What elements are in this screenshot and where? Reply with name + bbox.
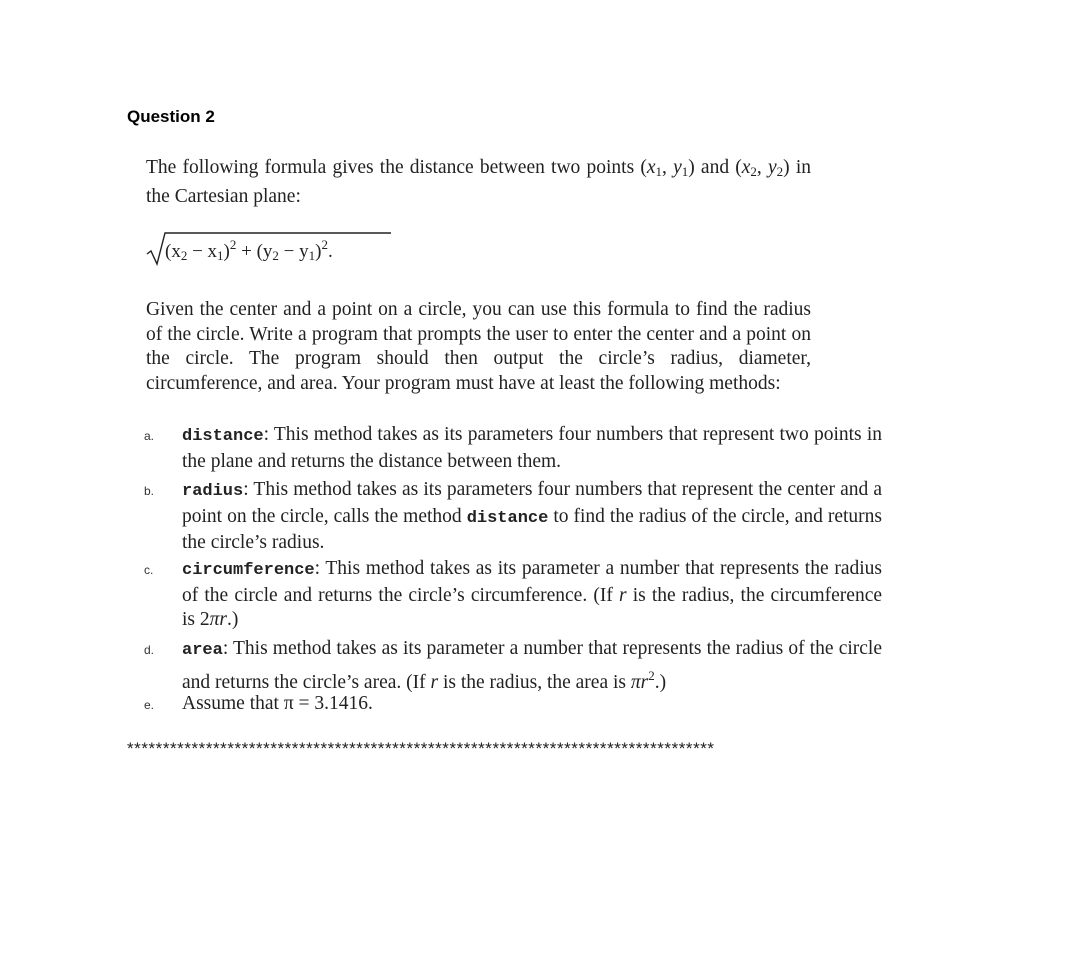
list-marker: a.	[144, 429, 155, 443]
method-description: to find the radius of the circle, and returns the circle’s radius.	[182, 505, 882, 554]
method-name: area	[182, 641, 223, 660]
method-description: : This method takes as its parameters four numbers that represent the center and a point on the circle, calls the method	[182, 479, 882, 527]
superscript: 2	[648, 667, 655, 683]
intro-text: ) and (	[688, 157, 742, 178]
var-r: r	[430, 671, 439, 693]
subscript: 1	[655, 164, 662, 179]
method-name: circumference	[182, 561, 315, 580]
pi-r: πr	[630, 671, 649, 693]
method-description: .)	[227, 609, 239, 631]
method-name: distance	[182, 427, 264, 446]
list-marker: c.	[144, 563, 154, 577]
pi-r: πr	[209, 609, 227, 631]
var-y: y	[673, 157, 682, 178]
var-x: x	[741, 157, 751, 178]
intro-paragraph	[146, 156, 811, 209]
method-description: is the radius, the area is	[438, 671, 631, 693]
var-y: y	[768, 157, 777, 178]
formula-text: (x	[165, 241, 181, 262]
separator-line: **********************************************************************************	[127, 739, 715, 758]
superscript: 2	[321, 237, 328, 252]
formula-text: + (y	[236, 241, 273, 262]
method-description: is the radius, the circumference is 2	[182, 584, 882, 631]
var-x: x	[646, 157, 656, 178]
formula-text: .	[327, 241, 333, 262]
subscript: 2	[776, 164, 784, 179]
subscript: 1	[217, 248, 224, 263]
assumption-text: Assume that π = 3.1416.	[182, 693, 373, 714]
formula-text: − x	[187, 241, 218, 262]
comma: ,	[662, 157, 674, 178]
subscript: 2	[750, 164, 757, 179]
method-description: : This method takes as its parameter a number that represents the radius of the circle and returns the circle’s circumference. (If	[182, 558, 882, 606]
inline-code: distance	[466, 508, 549, 528]
formula-text: )	[315, 241, 322, 262]
method-name: radius	[182, 482, 244, 501]
comma: ,	[756, 157, 768, 178]
question-heading: Question 2	[127, 107, 215, 126]
intro-text: The following formula gives the distance between two points (	[146, 157, 647, 178]
subscript: 1	[681, 164, 689, 179]
subscript: 2	[272, 248, 279, 263]
formula-text: )	[223, 241, 230, 262]
method-description: : This method takes as its parameter a number that represents the radius of the circle and returns the circle’s area. (If	[182, 638, 882, 693]
var-r: r	[618, 584, 627, 606]
subscript: 1	[308, 248, 316, 263]
intro-text: ) in the Cartesian plane:	[146, 157, 812, 207]
list-marker: b.	[144, 484, 155, 498]
subscript: 2	[180, 248, 188, 263]
method-description: .)	[654, 671, 667, 693]
body-paragraph: Given the center and a point on a circle, you can use this formula to find the radius of the circle. Write a program that prompts the user to enter the center and a point on the circle. The program should then output the circle’s radius, diameter, circumference, and area. Your program must have at least the following methods:	[146, 299, 811, 394]
list-marker: d.	[144, 643, 155, 657]
list-marker: e.	[144, 698, 155, 712]
formula-text: − y	[278, 241, 309, 262]
superscript: 2	[229, 237, 237, 252]
method-description: : This method takes as its parameters four numbers that represent two points in the plane and returns the distance between them.	[182, 424, 882, 472]
